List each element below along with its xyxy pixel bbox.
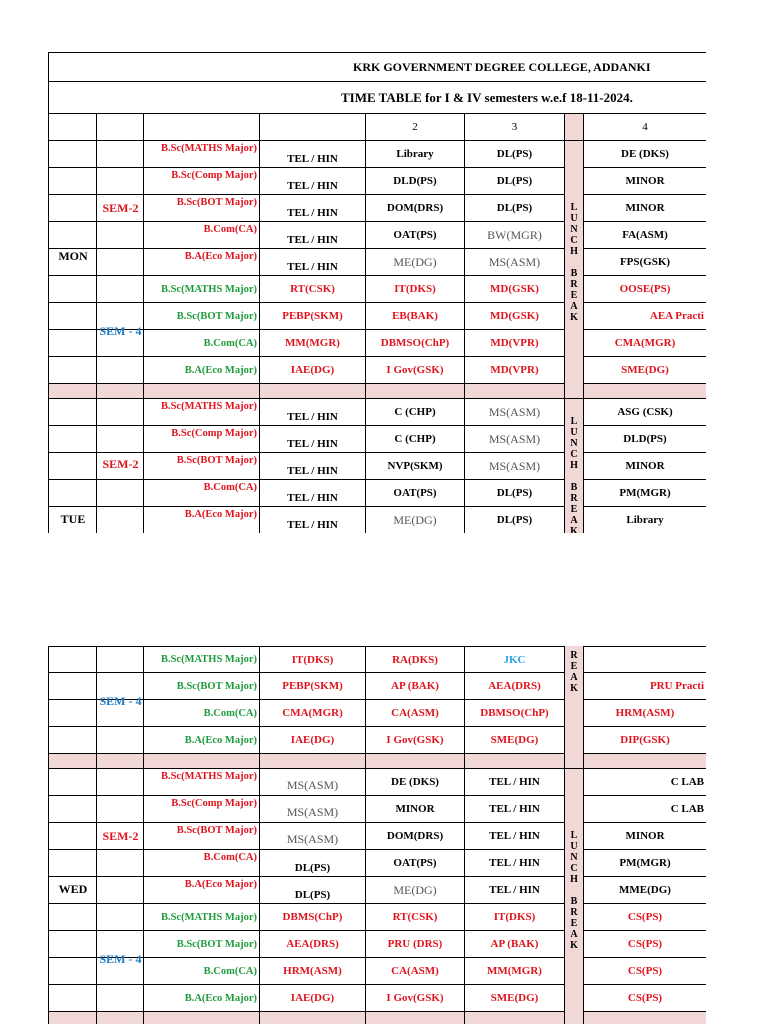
period-2-cell: C (CHP) — [366, 399, 465, 425]
period-2-cell: PRU (DRS) — [366, 931, 465, 957]
day-column-cell — [49, 303, 97, 329]
separator-cell — [565, 754, 584, 768]
separator-cell — [97, 384, 144, 398]
period-3-cell: DL(PS) — [465, 507, 565, 533]
period-2-cell: MINOR — [366, 796, 465, 822]
lunch-letter: K — [570, 312, 578, 323]
period-3-cell: MD(VPR) — [465, 357, 565, 383]
lunch-letter: C — [570, 235, 578, 246]
period-1-cell: TEL / HIN — [260, 168, 366, 194]
period-2-cell: Library — [366, 141, 465, 167]
sem-column-cell — [97, 507, 144, 533]
period-2-cell: OAT(PS) — [366, 222, 465, 248]
lunch-gap — [573, 885, 576, 896]
period-4-cell: MINOR — [625, 460, 665, 472]
day-column-cell — [49, 673, 97, 699]
timetable-row — [49, 646, 706, 673]
period-2-cell: RA(DKS) — [366, 647, 465, 672]
separator-cell — [584, 1012, 706, 1024]
lunch-gap — [573, 471, 576, 482]
period-1-cell: IAE(DG) — [260, 727, 366, 753]
lunch-break-tue-cont — [565, 646, 584, 754]
separator-cell — [565, 384, 584, 398]
period-4-cell: MINOR — [625, 830, 665, 842]
sem-column-cell — [97, 904, 144, 930]
timetable-row — [49, 141, 706, 168]
header-period-1 — [260, 114, 366, 140]
period-1-cell: TEL / HIN — [260, 399, 366, 425]
lunch-break-mon — [565, 141, 584, 384]
period-2-cell: RT(CSK) — [366, 904, 465, 930]
lunch-letter: B — [570, 896, 578, 907]
timetable-row — [49, 357, 706, 384]
lunch-break-tue — [565, 399, 584, 533]
period-4-cell: C LAB — [670, 776, 704, 788]
timetable-row — [49, 303, 706, 330]
period-header-row — [49, 114, 706, 141]
period-2-cell: ME(DG) — [366, 249, 465, 275]
period-4-cell: DIP(GSK) — [620, 734, 670, 746]
period-2-cell: I Gov(GSK) — [366, 985, 465, 1011]
timetable-row — [49, 877, 706, 904]
timetable-row — [49, 958, 706, 985]
separator-cell — [144, 384, 260, 398]
sem-label: SEM-2 — [102, 829, 139, 843]
lunch-letter: C — [570, 449, 578, 460]
period-2-cell: ME(DG) — [366, 507, 465, 533]
period-2-cell: EB(BAK) — [366, 303, 465, 329]
period-2-cell: NVP(SKM) — [366, 453, 465, 479]
day-column-cell — [49, 480, 97, 506]
lunch-letter: R — [570, 493, 578, 504]
period-2-cell: CA(ASM) — [366, 958, 465, 984]
period-4-cell: DE (DKS) — [621, 148, 669, 160]
period-4-cell: OOSE(PS) — [619, 283, 671, 295]
separator-cell — [49, 754, 97, 768]
timetable-row — [49, 222, 706, 249]
timetable-row — [49, 985, 706, 1012]
day-column-cell — [49, 168, 97, 194]
separator-cell — [260, 384, 366, 398]
period-3-cell: MD(GSK) — [465, 303, 565, 329]
period-3-cell: AEA(DRS) — [465, 673, 565, 699]
lunch-letter: R — [570, 279, 578, 290]
separator-cell — [49, 384, 97, 398]
separator-cell — [584, 754, 706, 768]
period-3-cell: IT(DKS) — [465, 904, 565, 930]
lunch-letter: B — [570, 268, 578, 279]
lunch-letter: H — [570, 246, 578, 257]
period-3-cell: MD(GSK) — [465, 276, 565, 302]
separator-cell — [366, 1012, 465, 1024]
period-3-cell: TEL / HIN — [465, 796, 565, 822]
period-2-cell: C (CHP) — [366, 426, 465, 452]
college-title-row — [49, 52, 706, 82]
period-2-cell: I Gov(GSK) — [366, 357, 465, 383]
timetable-row — [49, 330, 706, 357]
period-1-cell: DL(PS) — [260, 850, 366, 876]
period-2-cell: OAT(PS) — [366, 480, 465, 506]
period-4-cell: PRU Practi — [649, 680, 704, 692]
day-column-cell — [49, 141, 97, 167]
period-1-cell: DBMS(ChP) — [260, 904, 366, 930]
period-2-cell: OAT(PS) — [366, 850, 465, 876]
period-3-cell: BW(MGR) — [465, 222, 565, 248]
lunch-letter: L — [570, 416, 578, 427]
day-column-cell — [49, 985, 97, 1011]
day-separator-row — [49, 384, 706, 399]
period-4-cell: CS(PS) — [627, 911, 663, 923]
separator-cell — [465, 754, 565, 768]
period-3-cell: AP (BAK) — [465, 931, 565, 957]
sem-column-cell — [97, 357, 144, 383]
period-1-cell: TEL / HIN — [260, 222, 366, 248]
sem-column-cell — [97, 647, 144, 672]
separator-cell — [260, 1012, 366, 1024]
period-4-cell: HRM(ASM) — [615, 707, 675, 719]
period-2-cell: IT(DKS) — [366, 276, 465, 302]
period-4-cell: AEA Practi — [649, 310, 704, 322]
lunch-letter: K — [570, 526, 578, 533]
day-column-cell — [49, 330, 97, 356]
separator-cell — [49, 1012, 97, 1024]
sem-column-cell — [97, 877, 144, 903]
period-4-cell: ASG (CSK) — [617, 406, 673, 418]
period-3-cell: JKC — [465, 647, 565, 672]
timetable-row — [49, 426, 706, 453]
day-column-cell — [49, 700, 97, 726]
period-1-cell: TEL / HIN — [260, 426, 366, 452]
timetable-title: TIME TABLE for I & IV semesters w.e.f 18-11-2024. — [341, 89, 633, 105]
period-3-cell: DL(PS) — [465, 480, 565, 506]
period-1-cell: TEL / HIN — [260, 480, 366, 506]
timetable-row — [49, 480, 706, 507]
period-1-cell: RT(CSK) — [260, 276, 366, 302]
period-1-cell: TEL / HIN — [260, 507, 366, 533]
lunch-letter: N — [570, 224, 578, 235]
separator-cell — [144, 754, 260, 768]
course-name: B.Com(CA) — [144, 480, 260, 506]
course-name: B.Sc(BOT Major) — [144, 453, 260, 479]
separator-cell — [465, 384, 565, 398]
timetable-row — [49, 931, 706, 958]
lunch-letter: U — [570, 427, 578, 438]
period-4-cell: FPS(GSK) — [619, 256, 671, 268]
lunch-letter: U — [570, 213, 578, 224]
lunch-letter: A — [570, 929, 578, 940]
period-3-cell: DL(PS) — [465, 195, 565, 221]
period-1-cell: HRM(ASM) — [260, 958, 366, 984]
period-1-cell: IT(DKS) — [260, 647, 366, 672]
course-name: B.A(Eco Major) — [144, 357, 260, 383]
lunch-letter: L — [570, 202, 578, 213]
header-period-4: 4 — [642, 121, 648, 133]
lunch-letter: A — [570, 672, 578, 683]
lunch-letter: A — [570, 301, 578, 312]
lunch-letter: E — [570, 918, 578, 929]
course-name: B.Sc(BOT Major) — [144, 823, 260, 849]
period-4-cell: FA(ASM) — [622, 229, 668, 241]
timetable-row — [49, 796, 706, 823]
period-3-cell: DBMSO(ChP) — [465, 700, 565, 726]
period-3-cell: MM(MGR) — [465, 958, 565, 984]
course-name: B.Sc(MATHS Major) — [144, 769, 260, 795]
course-name: B.Sc(Comp Major) — [144, 796, 260, 822]
day-column-cell — [49, 399, 97, 425]
period-4-cell: MINOR — [625, 202, 665, 214]
timetable-row — [49, 769, 706, 796]
day-column-cell — [49, 931, 97, 957]
period-2-cell: AP (BAK) — [366, 673, 465, 699]
day-separator-row — [49, 754, 706, 769]
period-2-cell: DE (DKS) — [366, 769, 465, 795]
period-2-cell: DLD(PS) — [366, 168, 465, 194]
day-label-mon: MON — [58, 248, 88, 263]
lunch-letter: B — [570, 482, 578, 493]
day-column-cell — [49, 796, 97, 822]
timetable-row — [49, 249, 706, 276]
sem-label: SEM-2 — [102, 201, 139, 215]
day-column-cell — [49, 426, 97, 452]
separator-cell — [465, 1012, 565, 1024]
course-name: B.A(Eco Major) — [144, 877, 260, 903]
sem-column-cell — [97, 249, 144, 275]
period-2-cell: DOM(DRS) — [366, 195, 465, 221]
separator-cell — [97, 1012, 144, 1024]
header-day-cell — [49, 114, 97, 140]
period-3-cell: SME(DG) — [465, 727, 565, 753]
timetable-row — [49, 850, 706, 877]
timetable-row — [49, 507, 706, 533]
period-1-cell: DL(PS) — [260, 877, 366, 903]
course-name: B.A(Eco Major) — [144, 507, 260, 533]
header-lunch-cell — [565, 114, 584, 140]
lunch-letter: K — [570, 940, 578, 951]
day-column-cell — [49, 195, 97, 221]
day-column-cell — [49, 647, 97, 672]
period-1-cell: IAE(DG) — [260, 985, 366, 1011]
period-3-cell: MS(ASM) — [465, 453, 565, 479]
separator-cell — [366, 754, 465, 768]
timetable-row — [49, 453, 706, 480]
separator-cell — [260, 754, 366, 768]
lunch-letter: R — [570, 907, 578, 918]
lunch-break-wed — [565, 769, 584, 1012]
course-name: B.A(Eco Major) — [144, 985, 260, 1011]
lunch-letter: A — [570, 515, 578, 526]
sem-column-cell — [97, 141, 144, 167]
day-label-wed: WED — [58, 881, 88, 896]
timetable-row — [49, 904, 706, 931]
separator-cell — [565, 1012, 584, 1024]
timetable-row — [49, 727, 706, 754]
period-4-cell: CS(PS) — [627, 938, 663, 950]
course-name: B.Sc(BOT Major) — [144, 303, 260, 329]
day-column-cell — [49, 958, 97, 984]
sem-label: SEM-2 — [102, 456, 139, 471]
period-4-cell: CMA(MGR) — [614, 337, 676, 349]
period-3-cell: TEL / HIN — [465, 769, 565, 795]
course-name: B.Sc(MATHS Major) — [144, 141, 260, 167]
period-4-cell: MINOR — [625, 175, 665, 187]
lunch-letter: C — [570, 863, 578, 874]
lunch-gap — [573, 257, 576, 268]
period-4-cell: MME(DG) — [619, 884, 671, 896]
timetable-row — [49, 195, 706, 222]
lunch-letter: E — [570, 504, 578, 515]
period-1-cell: MM(MGR) — [260, 330, 366, 356]
period-4-cell: DLD(PS) — [623, 433, 667, 445]
separator-cell — [366, 384, 465, 398]
course-name: B.A(Eco Major) — [144, 727, 260, 753]
header-course-cell — [144, 114, 260, 140]
header-period-3: 3 — [465, 114, 565, 140]
period-3-cell: MS(ASM) — [465, 399, 565, 425]
sem-column-cell — [97, 985, 144, 1011]
day-separator-row — [49, 1012, 706, 1024]
period-4-cell — [584, 647, 706, 672]
header-period-2: 2 — [366, 114, 465, 140]
period-1-cell: MS(ASM) — [260, 796, 366, 822]
day-column-cell — [49, 357, 97, 383]
day-label-tue: TUE — [60, 511, 86, 526]
period-2-cell: CA(ASM) — [366, 700, 465, 726]
sem-column-cell — [97, 727, 144, 753]
sem-column-cell — [97, 480, 144, 506]
period-1-cell: MS(ASM) — [260, 769, 366, 795]
lunch-letter: N — [570, 438, 578, 449]
course-name: B.Com(CA) — [144, 222, 260, 248]
course-name: B.Sc(MATHS Major) — [144, 647, 260, 672]
course-name: B.Com(CA) — [144, 700, 260, 726]
sem-label: SEM - 4 — [99, 951, 142, 966]
lunch-letter: N — [570, 852, 578, 863]
period-4-cell: CS(PS) — [627, 965, 663, 977]
period-1-cell: TEL / HIN — [260, 195, 366, 221]
lunch-letter: E — [570, 290, 578, 301]
timetable-page-1 — [48, 52, 706, 533]
sem-column-cell — [97, 276, 144, 302]
period-3-cell: MD(VPR) — [465, 330, 565, 356]
lunch-letter: R — [570, 650, 578, 661]
course-name: B.Com(CA) — [144, 330, 260, 356]
sem-column-cell — [97, 399, 144, 425]
day-column-cell — [49, 727, 97, 753]
college-name: KRK GOVERNMENT DEGREE COLLEGE, ADDANKI — [353, 59, 651, 74]
period-4-cell: CS(PS) — [627, 992, 663, 1004]
period-4-cell: SME(DG) — [621, 364, 669, 376]
separator-cell — [144, 1012, 260, 1024]
lunch-letter: H — [570, 874, 578, 885]
period-3-cell: TEL / HIN — [465, 850, 565, 876]
timetable-row — [49, 700, 706, 727]
separator-cell — [584, 384, 706, 398]
lunch-letter: E — [570, 661, 578, 672]
sem-column-cell — [97, 769, 144, 795]
timetable-row — [49, 673, 706, 700]
course-name: B.Sc(BOT Major) — [144, 195, 260, 221]
day-column-cell — [49, 769, 97, 795]
period-3-cell: DL(PS) — [465, 141, 565, 167]
course-name: B.Sc(BOT Major) — [144, 931, 260, 957]
course-name: B.Com(CA) — [144, 958, 260, 984]
period-3-cell: TEL / HIN — [465, 877, 565, 903]
timetable-title-row — [49, 82, 706, 114]
period-1-cell: MS(ASM) — [260, 823, 366, 849]
period-4-cell: PM(MGR) — [619, 487, 671, 499]
header-sem-cell — [97, 114, 144, 140]
period-4-cell: PM(MGR) — [619, 857, 671, 869]
period-4-cell: Library — [626, 514, 664, 526]
period-1-cell: TEL / HIN — [260, 141, 366, 167]
period-1-cell: TEL / HIN — [260, 249, 366, 275]
timetable-row — [49, 399, 706, 426]
course-name: B.Sc(Comp Major) — [144, 426, 260, 452]
timetable-page-2 — [48, 646, 706, 1024]
period-1-cell: PEBP(SKM) — [260, 303, 366, 329]
course-name: B.Sc(BOT Major) — [144, 673, 260, 699]
period-3-cell: SME(DG) — [465, 985, 565, 1011]
lunch-letter: H — [570, 460, 578, 471]
sem-label: SEM - 4 — [99, 323, 142, 338]
period-2-cell: I Gov(GSK) — [366, 727, 465, 753]
day-column-cell — [49, 453, 97, 479]
day-column-cell — [49, 823, 97, 849]
period-1-cell: IAE(DG) — [260, 357, 366, 383]
course-name: B.A(Eco Major) — [144, 249, 260, 275]
period-2-cell: DBMSO(ChP) — [366, 330, 465, 356]
course-name: B.Sc(MATHS Major) — [144, 904, 260, 930]
period-1-cell: CMA(MGR) — [260, 700, 366, 726]
lunch-letter: L — [570, 830, 578, 841]
course-name: B.Com(CA) — [144, 850, 260, 876]
period-1-cell: AEA(DRS) — [260, 931, 366, 957]
course-name: B.Sc(MATHS Major) — [144, 399, 260, 425]
period-1-cell: TEL / HIN — [260, 453, 366, 479]
separator-cell — [97, 754, 144, 768]
lunch-letter: K — [570, 683, 578, 694]
lunch-letter: U — [570, 841, 578, 852]
timetable-row — [49, 276, 706, 303]
timetable-row — [49, 168, 706, 195]
sem-label: SEM - 4 — [99, 693, 142, 708]
period-2-cell: ME(DG) — [366, 877, 465, 903]
course-name: B.Sc(Comp Major) — [144, 168, 260, 194]
period-3-cell: MS(ASM) — [465, 249, 565, 275]
period-3-cell: TEL / HIN — [465, 823, 565, 849]
period-3-cell: DL(PS) — [465, 168, 565, 194]
course-name: B.Sc(MATHS Major) — [144, 276, 260, 302]
period-2-cell: DOM(DRS) — [366, 823, 465, 849]
period-3-cell: MS(ASM) — [465, 426, 565, 452]
timetable-row — [49, 823, 706, 850]
period-4-cell: C LAB — [670, 803, 704, 815]
period-1-cell: PEBP(SKM) — [260, 673, 366, 699]
